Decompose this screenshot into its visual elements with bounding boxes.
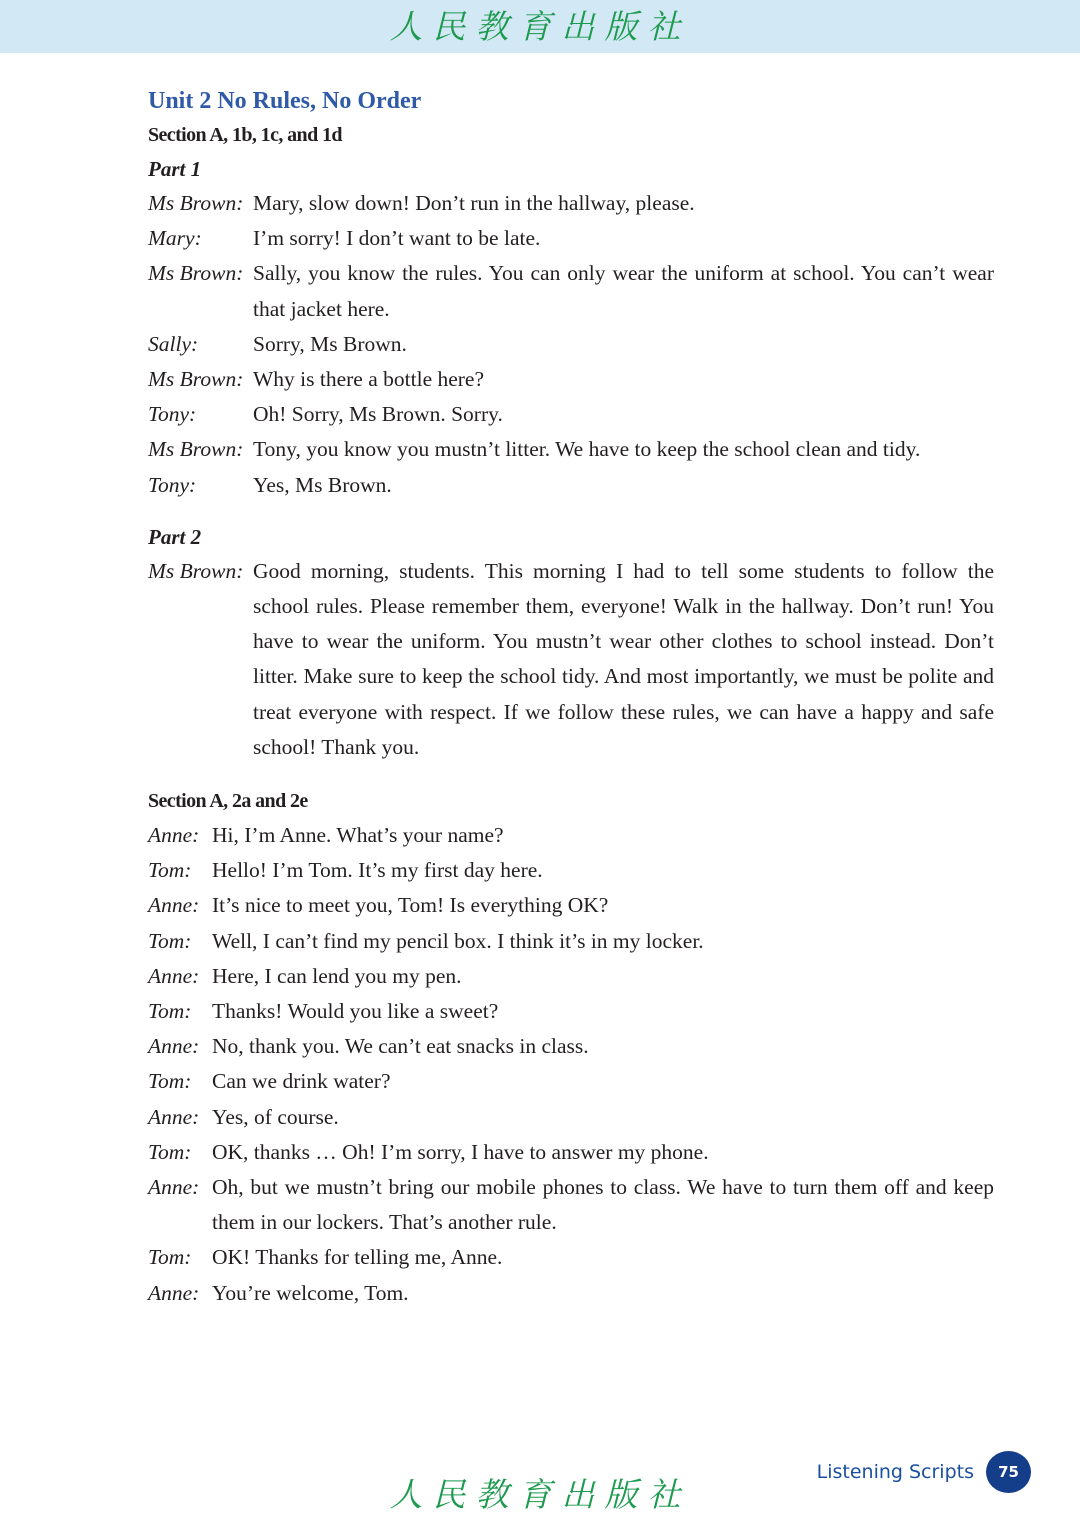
dialogue-text: Oh, but we mustn’t bring our mobile phones to class. We have to turn them off and keep them in our lockers. That’s another rule. [212,1175,994,1235]
dialogue-section2 [148,818,994,1311]
speaker: Anne: [148,1104,200,1129]
dialogue-row [148,959,994,994]
dialogue-text: Here, I can lend you my pen. [212,963,462,988]
dialogue-row [148,1276,994,1311]
speaker: Tom: [148,1139,192,1164]
dialogue-text: It’s nice to meet you, Tom! Is everything OK? [212,893,609,918]
speaker: Tom: [148,1069,192,1094]
dialogue-row [148,924,994,959]
speaker: Anne: [148,1034,200,1059]
speaker: Tom: [148,1245,192,1270]
speaker: Anne: [148,893,200,918]
dialogue-row [148,186,994,221]
speaker: Ms Brown: [148,191,244,215]
dialogue-row [148,221,994,256]
dialogue-row [148,818,994,853]
speaker: Anne: [148,963,200,988]
script-content [148,84,994,1311]
footer-section-label: Listening Scripts [816,1461,974,1483]
dialogue-row [148,256,994,326]
speaker: Tom: [148,858,192,883]
speaker: Ms Brown: [148,558,244,583]
dialogue-row [148,1100,994,1135]
dialogue-text: Can we drink water? [212,1069,391,1094]
speaker: Ms Brown: [148,261,244,286]
dialogue-text: I’m sorry! I don’t want to be late. [253,226,541,251]
dialogue-part2 [148,554,994,765]
part-title: Part 1 [148,157,202,181]
speaker: Tony: [148,472,197,497]
publisher-logo: 人民教育出版社 [389,7,691,46]
dialogue-row [148,554,994,765]
dialogue-row [148,362,994,397]
dialogue-row [148,432,994,467]
dialogue-row [148,397,994,432]
unit-title: Unit 2 No Rules, No Order [148,88,422,114]
spacer [148,503,994,520]
dialogue-row [148,1064,994,1099]
dialogue-part1 [148,186,994,503]
dialogue-row [148,1029,994,1064]
dialogue-text: Good morning, students. This morning I had to tell some students to follow the school rules. Please remember them, everyone! Walk in the hallway. Don’t run! You have to wear the uniform. You mustn’t wear other clothes to school instead. Don’t litter. Make sure to keep the school tidy. And most importantly, we must be polite and treat everyone with respect. If we follow these rules, we can have a happy and safe school! Thank you. [253,558,994,759]
dialogue-text: Sorry, Ms Brown. [253,331,407,356]
dialogue-text: Mary, slow down! Don’t run in the hallway, please. [253,191,695,215]
dialogue-row [148,994,994,1029]
spacer [148,765,994,784]
page-number-badge: 75 [986,1451,1031,1493]
dialogue-row [148,327,994,362]
dialogue-row [148,1240,994,1275]
dialogue-text: Oh! Sorry, Ms Brown. Sorry. [253,402,503,427]
section-title: Section A, 2a and 2e [148,790,308,813]
speaker: Anne: [148,823,200,848]
publisher-logo-bottom: 人民教育出版社 [389,1475,691,1514]
part-title: Part 2 [148,524,202,549]
section-title: Section A, 1b, 1c, and 1d [148,124,342,146]
dialogue-row [148,853,994,888]
dialogue-text: Hello! I’m Tom. It’s my first day here. [212,858,543,883]
dialogue-text: Hi, I’m Anne. What’s your name? [212,823,504,848]
dialogue-text: Well, I can’t find my pencil box. I think it’s in my locker. [212,928,704,953]
dialogue-row [148,888,994,923]
dialogue-text: OK, thanks … Oh! I’m sorry, I have to answer my phone. [212,1139,709,1164]
speaker: Mary: [148,226,202,251]
speaker: Sally: [148,331,199,356]
dialogue-text: OK! Thanks for telling me, Anne. [212,1245,503,1270]
dialogue-text: Yes, of course. [212,1104,339,1129]
speaker: Tony: [148,402,197,427]
dialogue-text: Thanks! Would you like a sweet? [212,999,499,1024]
dialogue-row [148,1170,994,1240]
dialogue-text: Yes, Ms Brown. [253,472,392,497]
speaker: Ms Brown: [148,367,244,392]
dialogue-text: Tony, you know you mustn’t litter. We have to keep the school clean and tidy. [253,437,921,462]
speaker: Anne: [148,1175,200,1200]
dialogue-text: Why is there a bottle here? [253,367,485,392]
dialogue-row [148,1135,994,1170]
dialogue-text: You’re welcome, Tom. [212,1280,409,1305]
speaker: Tom: [148,928,192,953]
dialogue-text: No, thank you. We can’t eat snacks in class. [212,1034,589,1059]
speaker: Ms Brown: [148,437,244,462]
speaker: Anne: [148,1280,200,1305]
dialogue-text: Sally, you know the rules. You can only wear the uniform at school. You can’t wear that jacket here. [253,261,994,321]
dialogue-row [148,468,994,503]
speaker: Tom: [148,999,192,1024]
